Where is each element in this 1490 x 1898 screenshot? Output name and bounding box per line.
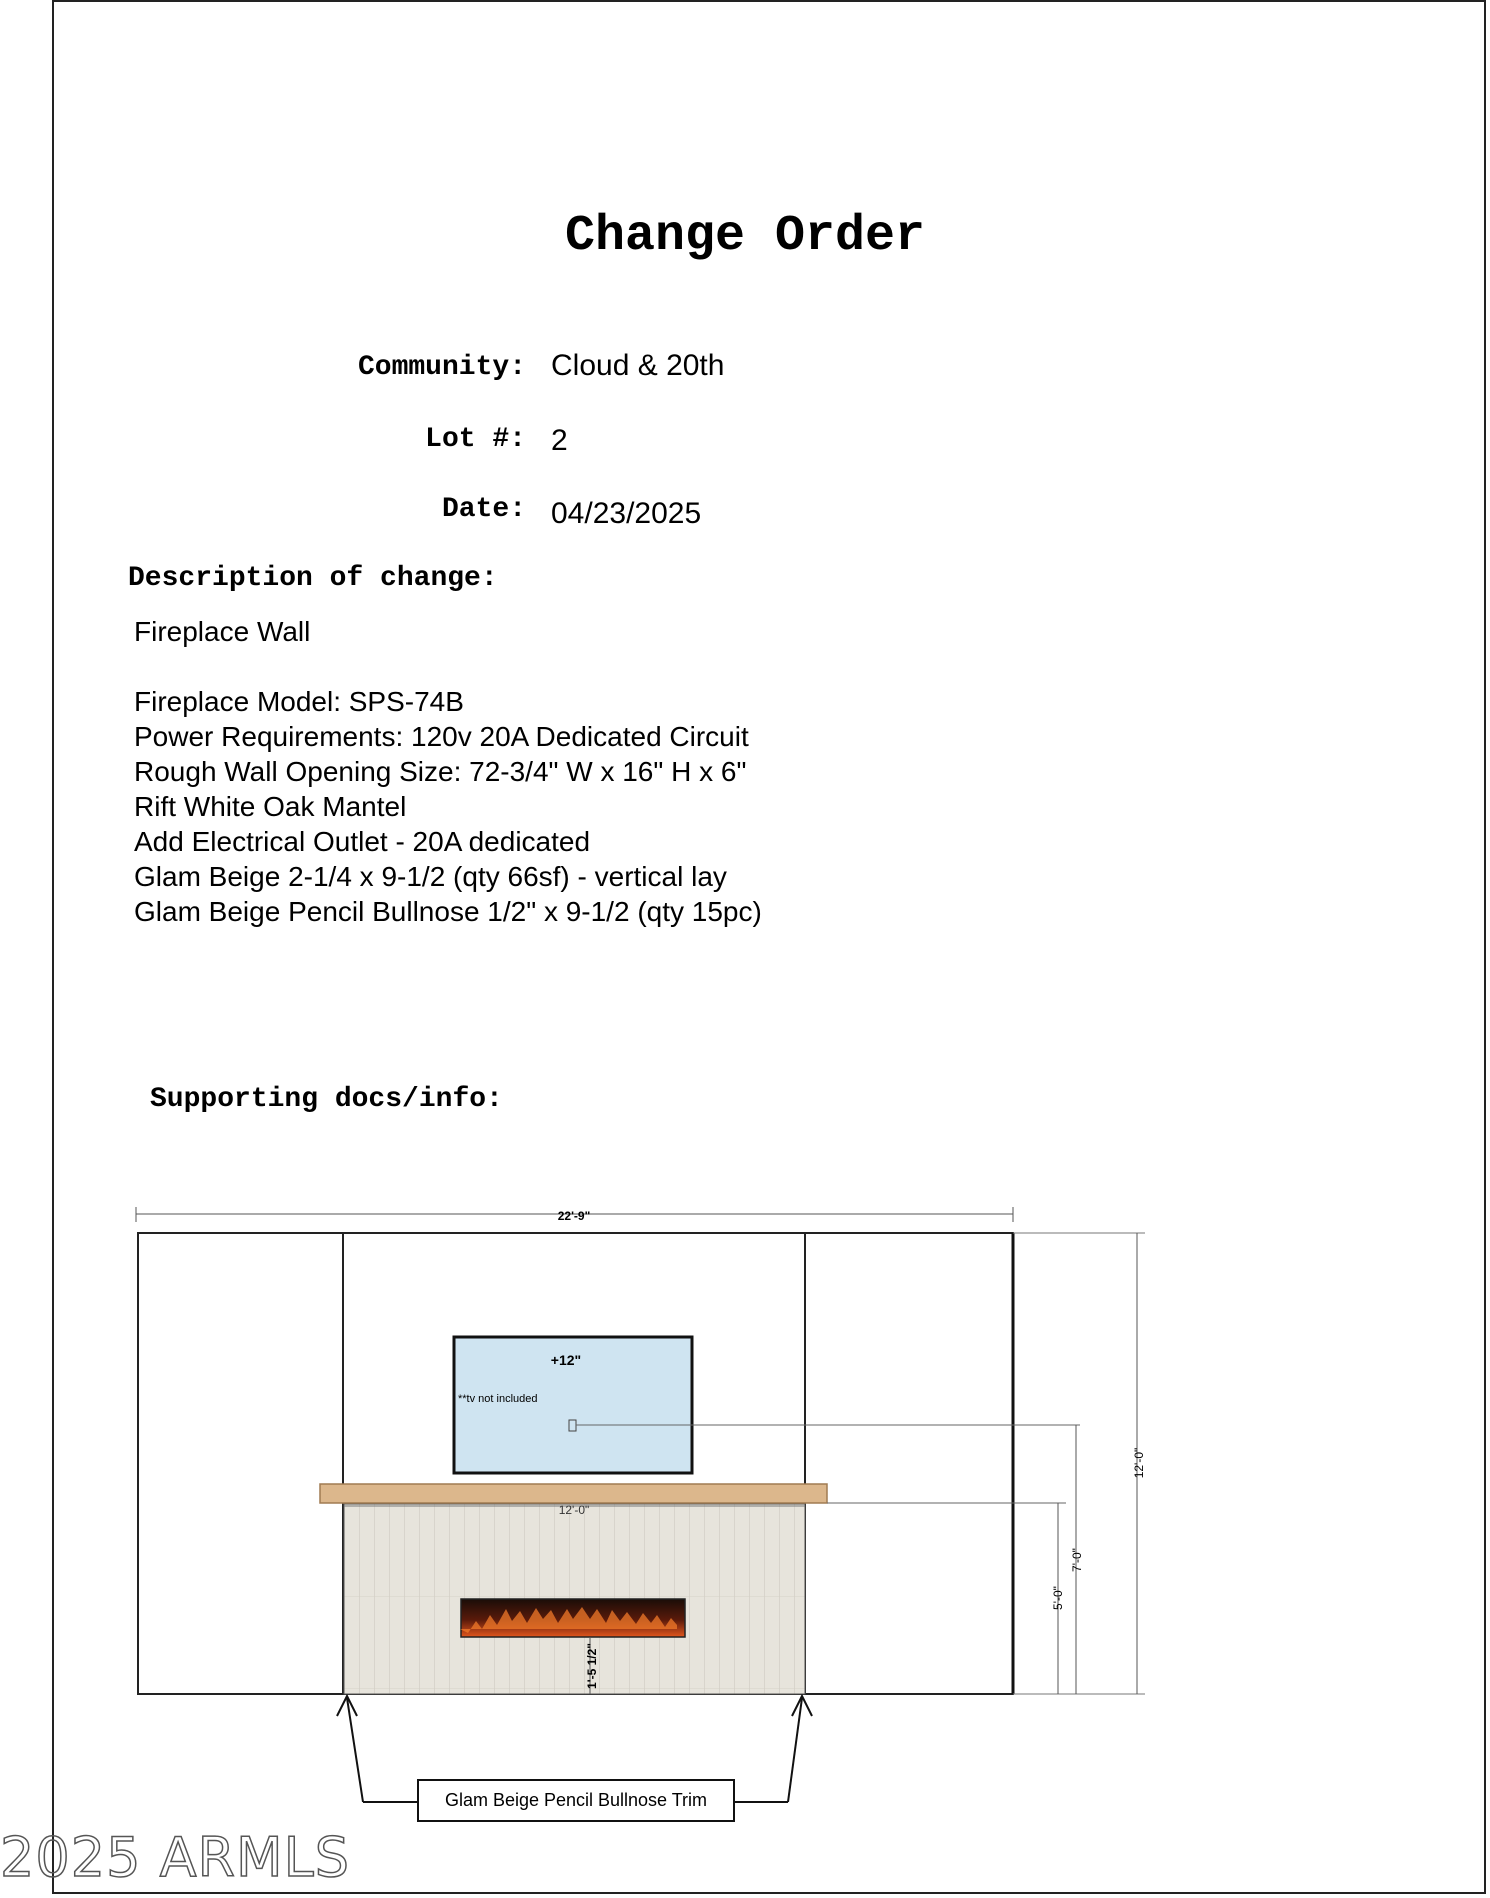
- description-line: Add Electrical Outlet - 20A dedicated: [134, 826, 591, 857]
- outlet-height-dimension: 7'-0": [1070, 1548, 1084, 1572]
- date-label: Date:: [441, 494, 526, 525]
- overall-width-dimension: 22'-9": [557, 1209, 591, 1223]
- lot-label: Lot #:: [425, 424, 526, 455]
- tv-note: **tv not included: [458, 1393, 538, 1405]
- description-label: Description of change:: [128, 563, 498, 594]
- wall-height-dimension: 12'-0": [1132, 1447, 1146, 1479]
- date-value: 04/23/2025: [551, 497, 702, 530]
- page-title: Change Order: [564, 208, 926, 265]
- mantel: [320, 1484, 827, 1503]
- tv-offset-label: +12": [550, 1352, 582, 1368]
- mantel-height-dimension: 5'-0": [1051, 1586, 1065, 1610]
- description-line: Glam Beige 2-1/4 x 9-1/2 (qty 66sf) - vertical lay: [134, 861, 727, 892]
- community-value: Cloud & 20th: [551, 349, 725, 382]
- trim-callout-label: Glam Beige Pencil Bullnose Trim: [444, 1790, 708, 1810]
- description-line: Fireplace Model: SPS-74B: [134, 686, 464, 717]
- supporting-docs-label: Supporting docs/info:: [150, 1084, 503, 1115]
- description-line: Power Requirements: 120v 20A Dedicated Circuit: [134, 721, 749, 752]
- description-line: Fireplace Wall: [134, 616, 311, 647]
- community-label: Community:: [357, 352, 526, 383]
- description-line: Glam Beige Pencil Bullnose 1/2" x 9-1/2 (qty 15pc): [134, 896, 762, 927]
- mantel-width-dimension: 12'-0": [558, 1503, 590, 1517]
- firebox-height-dimension: 1'-5 1/2": [585, 1643, 599, 1689]
- lot-value: 2: [551, 424, 568, 457]
- description-line: Rift White Oak Mantel: [134, 791, 407, 822]
- description-line: Rough Wall Opening Size: 72-3/4" W x 16" H x 6": [134, 756, 747, 787]
- watermark: 2025 ARMLS: [0, 1826, 351, 1889]
- firebox: [461, 1599, 685, 1637]
